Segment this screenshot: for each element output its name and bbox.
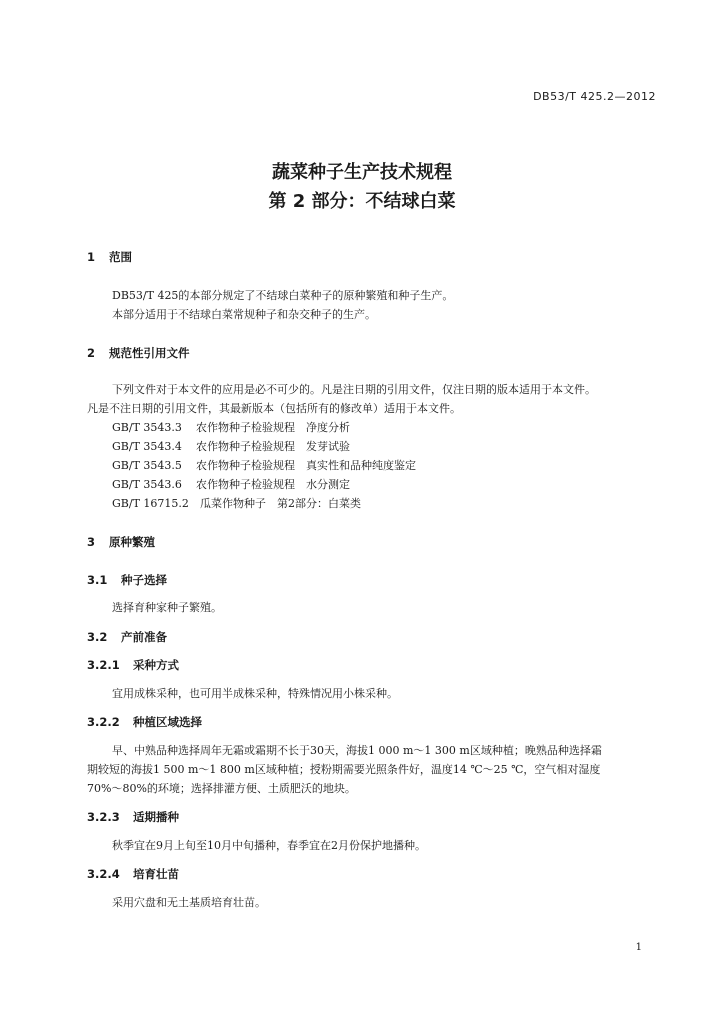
reference-code: GB/T 3543.5 [112,459,182,472]
reference-title: 农作物种子检验规程 水分测定 [196,478,350,491]
seed-selection-paragraph: 选择育种家种子繁殖。 [112,601,222,614]
planting-area-line-1: 早、中熟品种选择周年无霜或霜期不长于30天，海拔1 000 m～1 300 m区域种植；晚熟品种选择霜 [112,744,602,757]
scope-paragraph-2: 本部分适用于不结球白菜常规种子和杂交种子的生产。 [112,308,376,321]
section-title: 种子选择 [121,573,168,587]
sowing-time-paragraph: 秋季宜在9月上旬至10月中旬播种，春季宜在2月份保护地播种。 [112,839,426,852]
seed-method-paragraph: 宜用成株采种，也可用半成株采种，特殊情况用小株采种。 [112,687,398,700]
document-subtitle: 第 2 部分：不结球白菜 [268,191,456,212]
section-heading-1 [87,249,132,265]
references-intro-line-1: 下列文件对于本文件的应用是必不可少的。凡是注日期的引用文件，仅注日期的版本适用于本文件。 [112,383,596,396]
subsection-heading-3-2-4 [87,866,179,882]
reference-code: GB/T 3543.4 [112,440,182,453]
document-title: 蔬菜种子生产技术规程 [272,162,452,183]
planting-area-line-2: 期较短的海拔1 500 m～1 800 m区域种植；授粉期需要光照条件好，温度14 ℃～25 ℃，空气相对湿度 [87,763,601,776]
planting-area-line-3: 70%～80%的环境；选择排灌方便、土质肥沃的地块。 [87,782,356,795]
subsection-heading-3-2-1 [87,657,179,673]
reference-code: GB/T 16715.2 [112,497,189,510]
reference-item [112,438,350,454]
section-number: 2 [87,346,96,360]
section-title: 规范性引用文件 [109,346,190,360]
subsection-heading-3-1 [87,572,167,588]
reference-code: GB/T 3543.6 [112,478,182,491]
reference-title: 农作物种子检验规程 发芽试验 [196,440,350,453]
section-number: 1 [87,250,96,264]
seedling-paragraph: 采用穴盘和无土基质培育壮苗。 [112,896,266,909]
section-heading-2 [87,345,190,361]
standard-code: DB53/T 425.2—2012 [533,90,656,103]
reference-item [112,419,350,435]
section-number: 3 [87,535,96,549]
references-intro-line-2: 凡是不注日期的引用文件，其最新版本（包括所有的修改单）适用于本文件。 [87,402,461,415]
section-number: 3.2 [87,630,108,644]
section-heading-3 [87,534,155,550]
section-title: 原种繁殖 [109,535,156,549]
subsection-heading-3-2-3 [87,809,179,825]
reference-title: 瓜菜作物种子 第2部分：白菜类 [200,497,361,510]
section-title: 采种方式 [133,658,180,672]
section-number: 3.2.3 [87,810,120,824]
reference-title: 农作物种子检验规程 真实性和品种纯度鉴定 [196,459,416,472]
section-title: 范围 [109,250,133,264]
page-number: 1 [635,942,642,953]
subsection-heading-3-2 [87,629,167,645]
subsection-heading-3-2-2 [87,714,202,730]
section-number: 3.1 [87,573,108,587]
reference-item [112,495,361,511]
section-number: 3.2.2 [87,715,120,729]
section-number: 3.2.1 [87,658,120,672]
section-title: 培育壮苗 [133,867,180,881]
section-title: 种植区域选择 [133,715,203,729]
section-number: 3.2.4 [87,867,120,881]
scope-paragraph-1: DB53/T 425的本部分规定了不结球白菜种子的原种繁殖和种子生产。 [112,289,454,302]
reference-code: GB/T 3543.3 [112,421,182,434]
reference-item [112,476,350,492]
reference-title: 农作物种子检验规程 净度分析 [196,421,350,434]
reference-item [112,457,416,473]
section-title: 产前准备 [121,630,168,644]
section-title: 适期播种 [133,810,180,824]
